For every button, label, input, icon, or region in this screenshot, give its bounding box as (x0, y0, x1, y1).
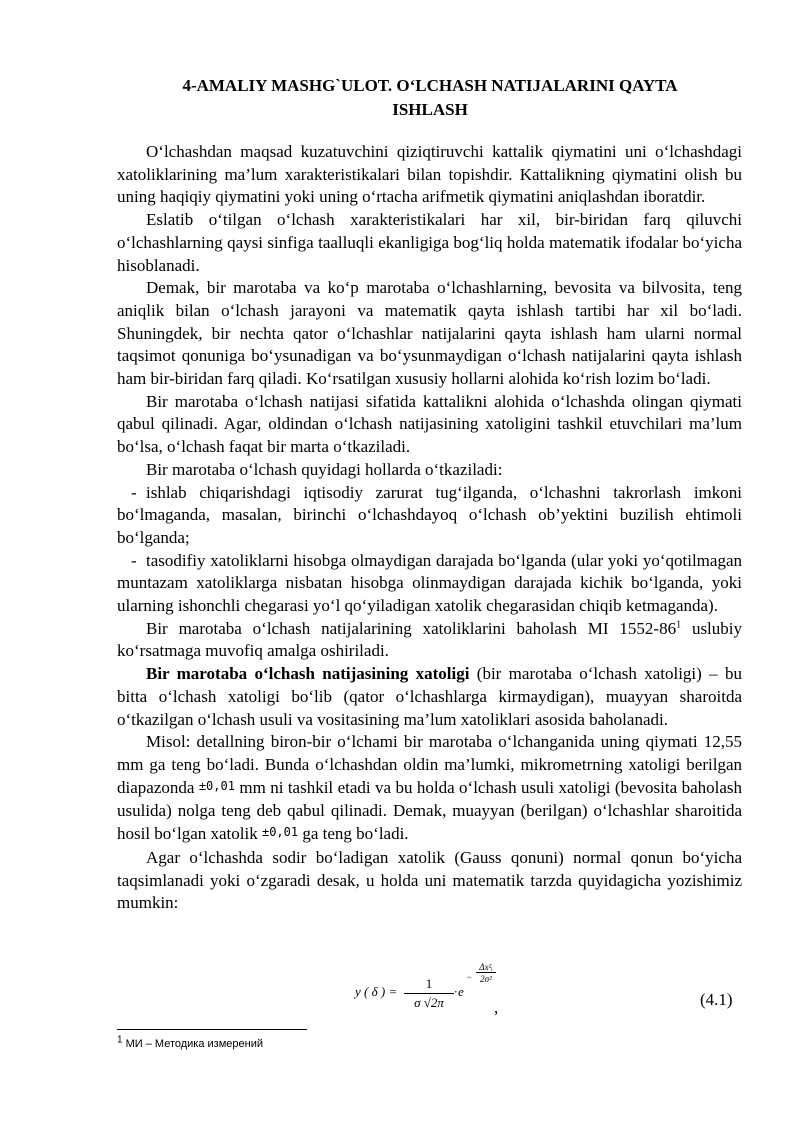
formula-comma: , (494, 998, 499, 1017)
footnote-text: МИ – Методика измерений (122, 1038, 264, 1050)
definition-rest: (bir marotaba o‘lchash xatoligi) – bu bitta o‘lchash xatoligi bo‘lib (qator o‘lchashlarga kirmaydigan), muayyan sharoitda o‘tkazilgan o‘lchash usuli va vositasining ma’lum xatoliklari asosida baholanadi. (117, 664, 742, 729)
formula-numerator: 1 (404, 976, 454, 994)
list-dash: - (131, 482, 137, 502)
exponent-denominator: 2σ² (480, 974, 492, 984)
exponent-numerator: Δx²ᵢ (476, 962, 496, 973)
paragraph-gauss: Agar o‘lchashda sodir bo‘ladigan xatolik (Gauss qonuni) normal qonun bo‘yicha taqsimlanadi yoki o‘zgaradi desak, u holda uni matematik tarzda quyidagicha yozishimiz mumkin: (117, 847, 742, 913)
bold-term: Bir marotaba o‘lchash natijasining xatoligi (146, 664, 470, 684)
paragraph-5: Bir marotaba o‘lchash quyidagi hollarda o‘tkaziladi: (146, 459, 503, 479)
formula-dot: · (454, 984, 458, 999)
footnote-ref: 1 (676, 619, 682, 631)
list-dash: - (131, 550, 137, 570)
paragraph-4: Bir marotaba o‘lchash natijasi sifatida kattalikni alohida o‘lchashda olingan qiymati qabul qilinadi. Agar, oldindan o‘lchash natijasining xatoligini tashkil etuvchilari ma’lum bo‘lsa, o‘lchash faqat bir marta o‘tkaziladi. (117, 391, 742, 457)
title-line-2: ISHLASH (392, 100, 468, 119)
tolerance-value: ±0,01 (261, 825, 299, 840)
footnote (117, 1034, 264, 1050)
list-item (117, 550, 742, 618)
paragraph-2: Eslatib o‘tilgan o‘lchash xarakteristikalari har xil, bir-biridan farq qiluvchi o‘lchashlarning qaysi sinfiga taalluqli ekanligiga bog‘liq holda matematik ifodalar bo‘yicha hisoblanadi. (117, 210, 742, 275)
title-line-1: 4-AMALIY MASHG`ULOT. O‘LCHASH NATIJALARINI QAYTA (182, 76, 678, 95)
paragraph-mi (117, 618, 742, 663)
list-item-text: tasodifiy xatoliklarni hisobga olmaydigan darajada bo‘lganda (ular yoki yo‘qotilmagan muntazam xatoliklarga nisbatan hisobga olinmaydigan darajada kichik bo‘lganda, yoki ularning ishonchli chegarasi yo‘l qo‘yiladigan xatolik chegarasidan chiqib ketmaganda). (117, 550, 742, 616)
footnote-mark: 1 (117, 1034, 123, 1046)
equation-number: (4.1) (700, 990, 733, 1009)
paragraph-definition (117, 663, 742, 731)
list-item (117, 482, 742, 550)
example-text-a: Misol: detallning biron-bir o‘lchami bir marotaba o‘lchanganida uning qiymati 12,55 mm ga teng bo‘ladi. Bunda o‘lchashdan oldin ma’lumki, mikrometrning xatoligi berilgan diapazonda (117, 732, 742, 797)
example-text-c: ga teng bo‘ladi. (298, 824, 409, 844)
formula-denominator: σ √2π (414, 995, 444, 1010)
paragraph-example (117, 731, 742, 847)
tolerance-value: ±0,01 (198, 778, 235, 793)
example-text-b: mm ni tashkil etadi va bu holda o‘lchash usuli xatoligi (bevosita baholash usulida) nolga teng deb qabul qilinadi. Demak, muayyan (berilgan) o‘lchashlar sharoitida hosil bo‘lgan xatolik (117, 777, 742, 844)
mi-rest: uslubiy ko‘rsatmaga muvofiq amalga oshiriladi. (117, 618, 743, 661)
formula-fraction (404, 976, 454, 1011)
formula-base: e (458, 984, 464, 999)
gauss-formula (355, 962, 505, 1016)
paragraph-1: O‘lchashdan maqsad kuzatuvchini qiziqtiruvchi kattalik qiymatini uni o‘lchashdagi xatoliklarining ma’lum xarakteristikalari bilan topishdir. Kattalikning qiymatini olish bu uning haqiqiy qiymatini yoki uning o‘rtacha arifmetik qiymatini aniqlashdan iboratdir. (117, 142, 742, 207)
footnote-divider (117, 1029, 307, 1030)
page-title (150, 74, 710, 122)
paragraph-3: Demak, bir marotaba va ko‘p marotaba o‘lchashlarning, bevosita va bilvosita, teng aniqlik bilan o‘lchash jarayoni va matematik qayta ishlash tartibi har xil bo‘ladi. Shuningdek, bir nechta qator o‘lchashlar natijalarini qayta ishlash ham ularni normal taqsimot qonuniga bo‘ysunadigan va bo‘ysunmaydigan o‘lchash natijalarini qayta ishlash ham bir-biridan farq qiladi. Ko‘rsatilgan xususiy hollarni alohida ko‘rish lozim bo‘ladi. (117, 278, 742, 389)
formula-lhs: y ( δ ) = (355, 984, 398, 999)
document-body (117, 141, 742, 915)
exponent-minus: − (466, 972, 473, 982)
mi-text: Bir marotaba o‘lchash natijalarining xatoliklarini baholash MI 1552-86 (146, 618, 677, 638)
list-item-text: ishlab chiqarishdagi iqtisodiy zarurat tug‘ilganda, o‘lchashni takrorlash imkoni bo‘lmaganda, masalan, birinchi o‘lchashdayoq o‘lchash ob’yektini buzilish ehtimoli bo‘lganda; (117, 482, 742, 547)
